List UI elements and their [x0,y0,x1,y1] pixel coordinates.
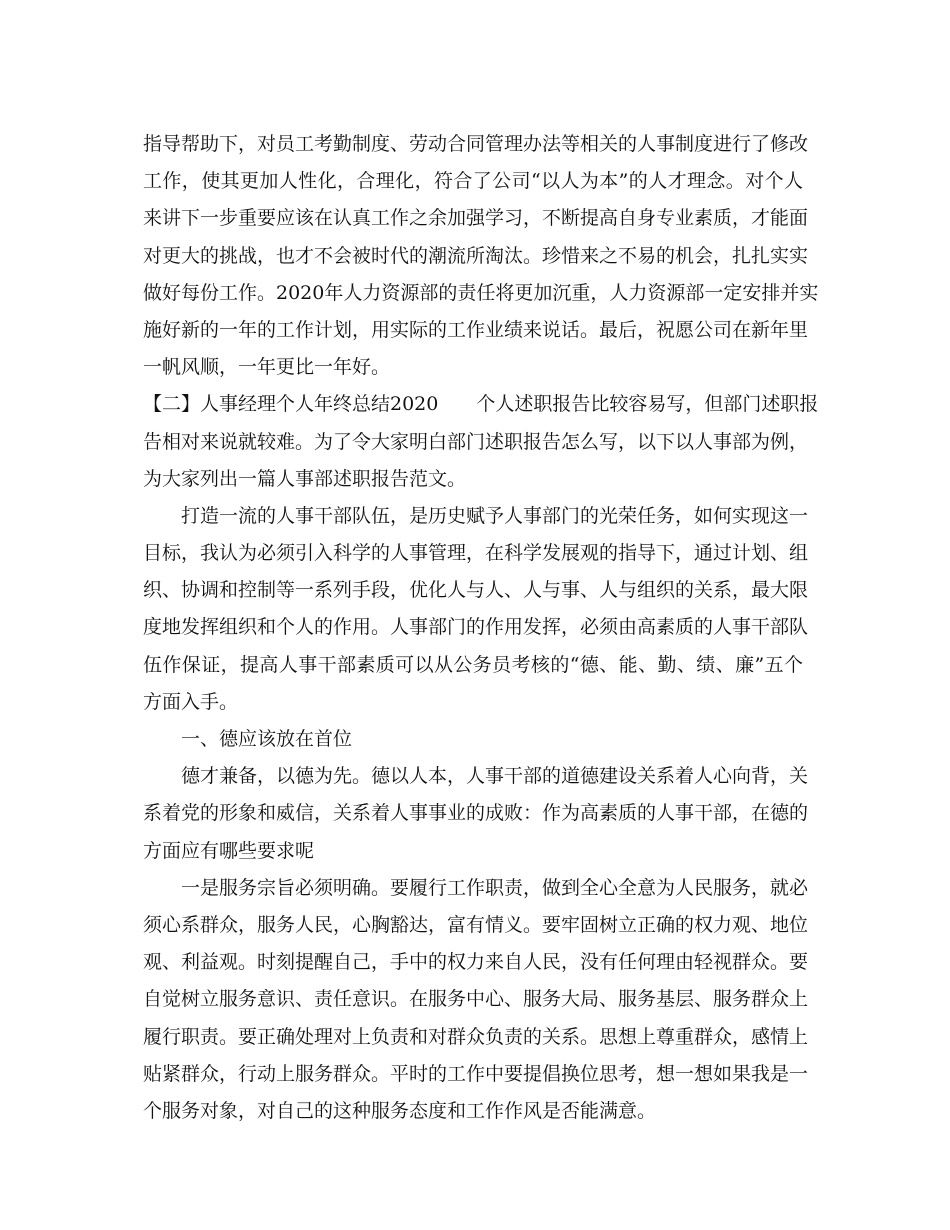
text-line: 须心系群众，服务人民，心胸豁达，富有情义。要牢固树立正确的权力观、地位 [143,913,809,936]
section-heading-line [143,386,819,423]
text-line: 系着党的形象和威信，关系着人事事业的成败：作为高素质的人事干部，在德的 [143,802,809,825]
paragraph-first-line: 一是服务宗旨必须明确。要履行工作职责，做到全心全意为人民服务，就必 [181,876,809,899]
text-line: 一帆风顺，一年更比一年好。 [143,356,391,379]
paragraph-first-line: 德才兼备，以德为先。德以人本，人事干部的道德建设关系着人心向背，关 [181,765,809,788]
text-line: 履行职责。要正确处理对上负责和对群众负责的关系。思想上尊重群众，感情上 [143,1025,809,1048]
text-line: 观、利益观。时刻提醒自己，手中的权力来自人民，没有任何理由轻视群众。要 [143,951,809,974]
text-line: 织、协调和控制等一系列手段，优化人与人、人与事、人与组织的关系，最大限 [143,579,809,602]
text-line: 对更大的挑战，也才不会被时代的潮流所淘汰。珍惜来之不易的机会，扎扎实实 [143,244,809,267]
text-line: 工作，使其更加人性化，合理化，符合了公司“以人为本”的人才理念。对个人 [143,170,803,193]
text-line: 伍作保证，提高人事干部素质可以从公务员考核的“德、能、勤、绩、廉”五个 [143,653,803,676]
text-line: 度地发挥组织和个人的作用。人事部门的作用发挥，必须由高素质的人事干部队 [143,616,809,639]
text-line: 自觉树立服务意识、责任意识。在服务中心、服务大局、服务基层、服务群众上 [143,988,809,1011]
text-line: 目标，我认为必须引入科学的人事管理，在科学发展观的指导下，通过计划、组 [143,542,809,565]
text-line: 贴紧群众，行动上服务群众。平时的工作中要提倡换位思考，想一想如果我是一 [143,1062,809,1085]
text-line: 来讲下一步重要应该在认真工作之余加强学习，不断提高自身专业素质，才能面 [143,207,809,230]
text-line: 个服务对象，对自己的这种服务态度和工作作风是否能满意。 [143,1099,657,1122]
section-heading: 【二】人事经理个人年终总结2020 [143,393,439,416]
subheading: 一、德应该放在首位 [181,728,353,750]
paragraph-first-line: 打造一流的人事干部队伍，是历史赋予人事部门的光荣任务，如何实现这一 [181,504,809,527]
text-line: 方面入手。 [143,690,239,713]
text-line: 指导帮助下，对员工考勤制度、劳动合同管理办法等相关的人事制度进行了修改 [143,133,809,155]
text-line: 为大家列出一篇人事部述职报告范文。 [143,467,467,490]
text-line: 施好新的一年的工作计划，用实际的工作业绩来说话。最后，祝愿公司在新年里 [143,318,809,341]
text-line: 方面应有哪些要求呢 [143,839,315,862]
text-line: 告相对来说就较难。为了令大家明白部门述职报告怎么写，以下以人事部为例， [143,430,809,453]
section-intro: 个人述职报告比较容易写，但部门述职报 [476,393,819,416]
text-line: 做好每份工作。2020年人力资源部的责任将更加沉重，人力资源部一定安排并实 [143,281,819,304]
document-body [143,126,819,1130]
